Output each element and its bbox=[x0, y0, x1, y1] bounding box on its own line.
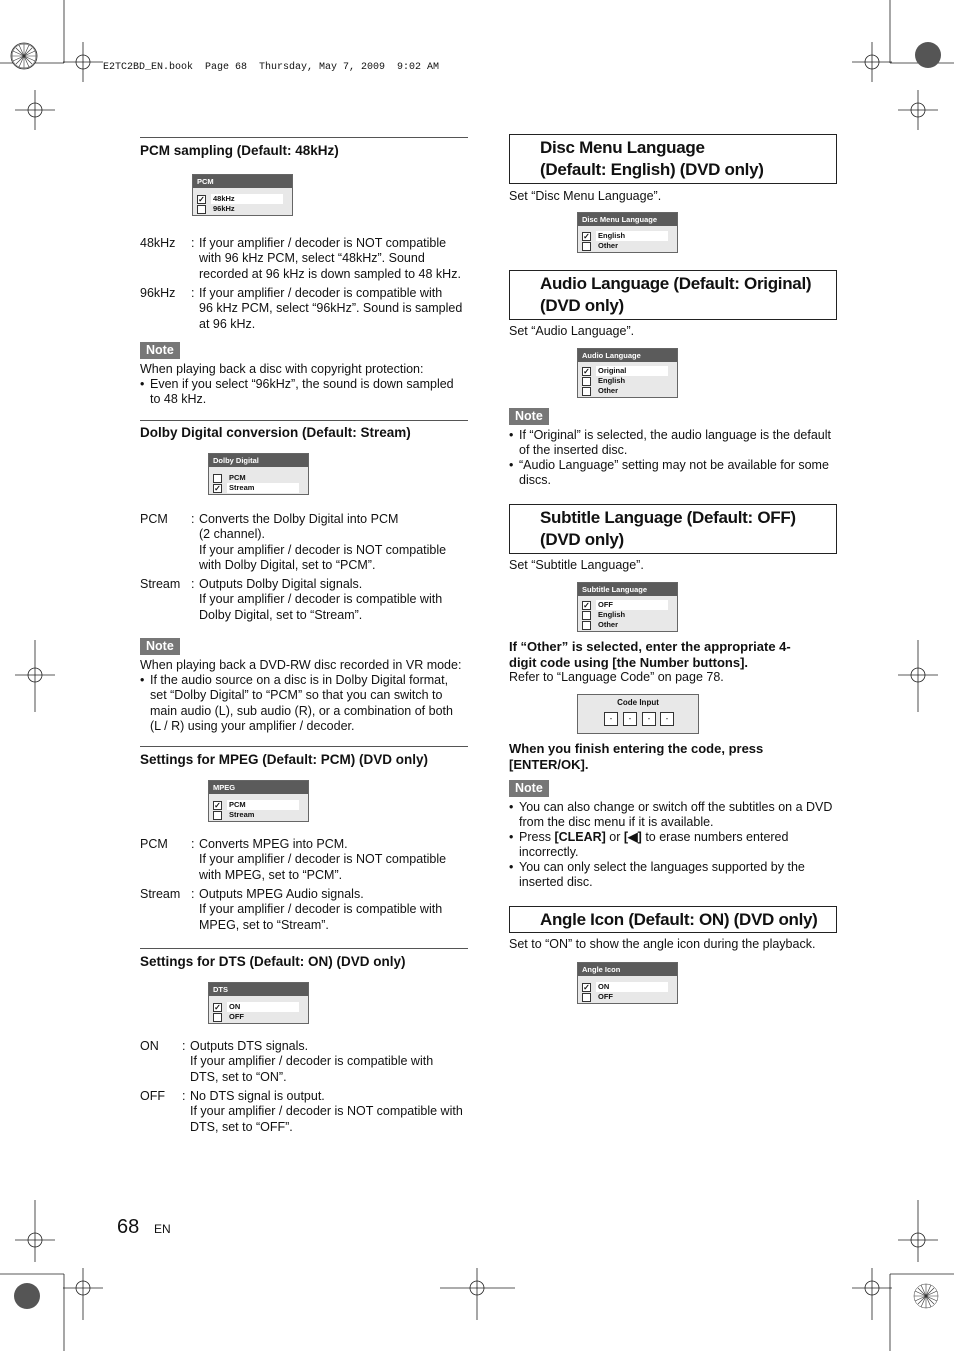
note-bullet: • If “Original” is selected, the audio language is the default of the inserted disc. bbox=[509, 428, 831, 458]
audio-lang-heading: Audio Language (Default: Original) (DVD only) bbox=[509, 270, 837, 320]
note-bullet: • Even if you select “96kHz”, the sound is down sampled to 48 kHz. bbox=[140, 377, 454, 407]
disc-menu-lang-menu: Disc Menu Language ✓ English Other bbox=[577, 212, 678, 253]
menu-title: MPEG bbox=[209, 781, 308, 794]
disc-menu-heading: Disc Menu Language (Default: English) (DVD only) bbox=[509, 134, 837, 184]
checked-box-icon: ✓ bbox=[583, 601, 590, 610]
checkbox-icon bbox=[582, 242, 591, 251]
refer-text: Refer to “Language Code” on page 78. bbox=[509, 670, 724, 684]
dolby-heading: Dolby Digital conversion (Default: Stream) bbox=[140, 425, 411, 440]
checked-box-icon: ✓ bbox=[214, 1003, 221, 1012]
dolby-def-stream: Stream : Outputs Dolby Digital signals. If your amplifier / decoder is compatible with Dolby Digital, set to “Stream”. bbox=[140, 577, 443, 622]
mpeg-def-pcm: PCM : Converts MPEG into PCM. If your amplifier / decoder is NOT compatible with MPEG, set to “PCM”. bbox=[140, 837, 447, 882]
subtitle-heading: Subtitle Language (Default: OFF) (DVD only) bbox=[509, 504, 837, 554]
dts-heading: Settings for DTS (Default: ON) (DVD only) bbox=[140, 954, 406, 969]
angle-heading: Angle Icon (Default: ON) (DVD only) bbox=[509, 906, 837, 933]
menu-title: DTS bbox=[209, 983, 308, 996]
note-bullet: • You can only select the languages supported by the inserted disc. bbox=[509, 860, 805, 890]
menu-title: Audio Language bbox=[578, 349, 677, 362]
checkbox-icon bbox=[197, 205, 206, 214]
checkbox-icon bbox=[582, 611, 591, 620]
pcm-menu: PCM ✓ 48kHz 96kHz bbox=[192, 174, 293, 216]
menu-title: PCM bbox=[193, 175, 292, 188]
note-text: When playing back a disc with copyright protection: bbox=[140, 362, 424, 376]
audio-lang-menu: Audio Language ✓ Original English Other bbox=[577, 348, 678, 398]
checkbox-icon bbox=[213, 811, 222, 820]
pcm-def-96: 96kHz : If your amplifier / decoder is compatible with 96 kHz PCM, select “96kHz”. Sound is sampled at 96 kHz. bbox=[140, 286, 463, 331]
divider bbox=[140, 137, 468, 138]
menu-title: Disc Menu Language bbox=[578, 213, 677, 226]
pcm-def-48: 48kHz : If your amplifier / decoder is NOT compatible with 96 kHz PCM, select “48kHz”. Sound recorded at 96 kHz is down sampled to 48 kHz. bbox=[140, 236, 461, 281]
code-digit: - bbox=[660, 712, 674, 726]
subtitle-menu: Subtitle Language ✓ OFF English Other bbox=[577, 582, 678, 632]
code-digit: - bbox=[604, 712, 618, 726]
checked-box-icon: ✓ bbox=[583, 983, 590, 992]
subtitle-text: Set “Subtitle Language”. bbox=[509, 558, 644, 572]
divider bbox=[140, 746, 468, 747]
code-input-title: Code Input bbox=[617, 698, 659, 707]
divider bbox=[140, 948, 468, 949]
note-text: When playing back a DVD-RW disc recorded in VR mode: bbox=[140, 658, 462, 672]
note-label: Note bbox=[140, 342, 180, 359]
note-label: Note bbox=[509, 408, 549, 425]
note-bullet: • You can also change or switch off the subtitles on a DVD from the disc menu if it is available. bbox=[509, 800, 833, 830]
pcm-heading: PCM sampling (Default: 48kHz) bbox=[140, 143, 339, 158]
dts-def-on: ON : Outputs DTS signals. If your amplifier / decoder is compatible with DTS, set to “ON”. bbox=[140, 1039, 434, 1084]
checked-box-icon: ✓ bbox=[583, 367, 590, 376]
note-label: Note bbox=[140, 638, 180, 655]
note-bullet: • Press [CLEAR] or [◀] to erase numbers entered incorrectly. bbox=[509, 830, 789, 860]
checkbox-icon bbox=[213, 1013, 222, 1022]
code-input-box bbox=[577, 694, 699, 734]
disc-menu-text: Set “Disc Menu Language”. bbox=[509, 189, 662, 203]
checked-box-icon: ✓ bbox=[198, 195, 205, 204]
mpeg-heading: Settings for MPEG (Default: PCM) (DVD only) bbox=[140, 752, 428, 767]
dolby-menu: Dolby Digital PCM ✓ Stream bbox=[208, 453, 309, 495]
menu-title: Subtitle Language bbox=[578, 583, 677, 596]
dts-menu: DTS ✓ ON OFF bbox=[208, 982, 309, 1024]
dolby-def-pcm: PCM : Converts the Dolby Digital into PCM (2 channel). If your amplifier / decoder is NOT compatible with Dolby Digital, set to “PCM”. bbox=[140, 512, 447, 572]
dts-def-off: OFF : No DTS signal is output. If your amplifier / decoder is NOT compatible with DTS, set to “OFF”. bbox=[140, 1089, 463, 1134]
checkbox-icon bbox=[582, 377, 591, 386]
note-bullet: • If the audio source on a disc is in Dolby Digital format, set “Dolby Digital” to “PCM” so that you can switch to main audio (L), sub audio (R), or a combination of both (L / R) using your amplifier / decoder. bbox=[140, 673, 453, 733]
checkbox-icon bbox=[582, 387, 591, 396]
checked-box-icon: ✓ bbox=[214, 801, 221, 810]
angle-text: Set to “ON” to show the angle icon during the playback. bbox=[509, 937, 816, 951]
checkbox-icon bbox=[213, 474, 222, 483]
angle-menu: Angle Icon ✓ ON OFF bbox=[577, 962, 678, 1004]
code-digit: - bbox=[642, 712, 656, 726]
checked-box-icon: ✓ bbox=[214, 484, 221, 493]
divider bbox=[140, 420, 468, 421]
menu-title: Angle Icon bbox=[578, 963, 677, 976]
mpeg-def-stream: Stream : Outputs MPEG Audio signals. If your amplifier / decoder is compatible with MPEG, set to “Stream”. bbox=[140, 887, 443, 932]
other-instruction: If “Other” is selected, enter the appropriate 4- digit code using [the Number buttons]. bbox=[509, 639, 791, 670]
note-bullet: • “Audio Language” setting may not be available for some discs. bbox=[509, 458, 829, 488]
mpeg-menu: MPEG ✓ PCM Stream bbox=[208, 780, 309, 822]
page-lang: EN bbox=[154, 1222, 171, 1236]
code-digit: - bbox=[623, 712, 637, 726]
checkbox-icon bbox=[582, 993, 591, 1002]
menu-title: Dolby Digital bbox=[209, 454, 308, 467]
print-info: E2TC2BD_EN.book Page 68 Thursday, May 7, 2009 9:02 AM bbox=[103, 62, 440, 73]
page-number: 68 bbox=[117, 1216, 140, 1238]
enter-instruction: When you finish entering the code, press [ENTER/OK]. bbox=[509, 741, 764, 772]
note-label: Note bbox=[509, 780, 549, 797]
checkbox-icon bbox=[582, 621, 591, 630]
audio-lang-text: Set “Audio Language”. bbox=[509, 324, 635, 338]
checked-box-icon: ✓ bbox=[583, 232, 590, 241]
